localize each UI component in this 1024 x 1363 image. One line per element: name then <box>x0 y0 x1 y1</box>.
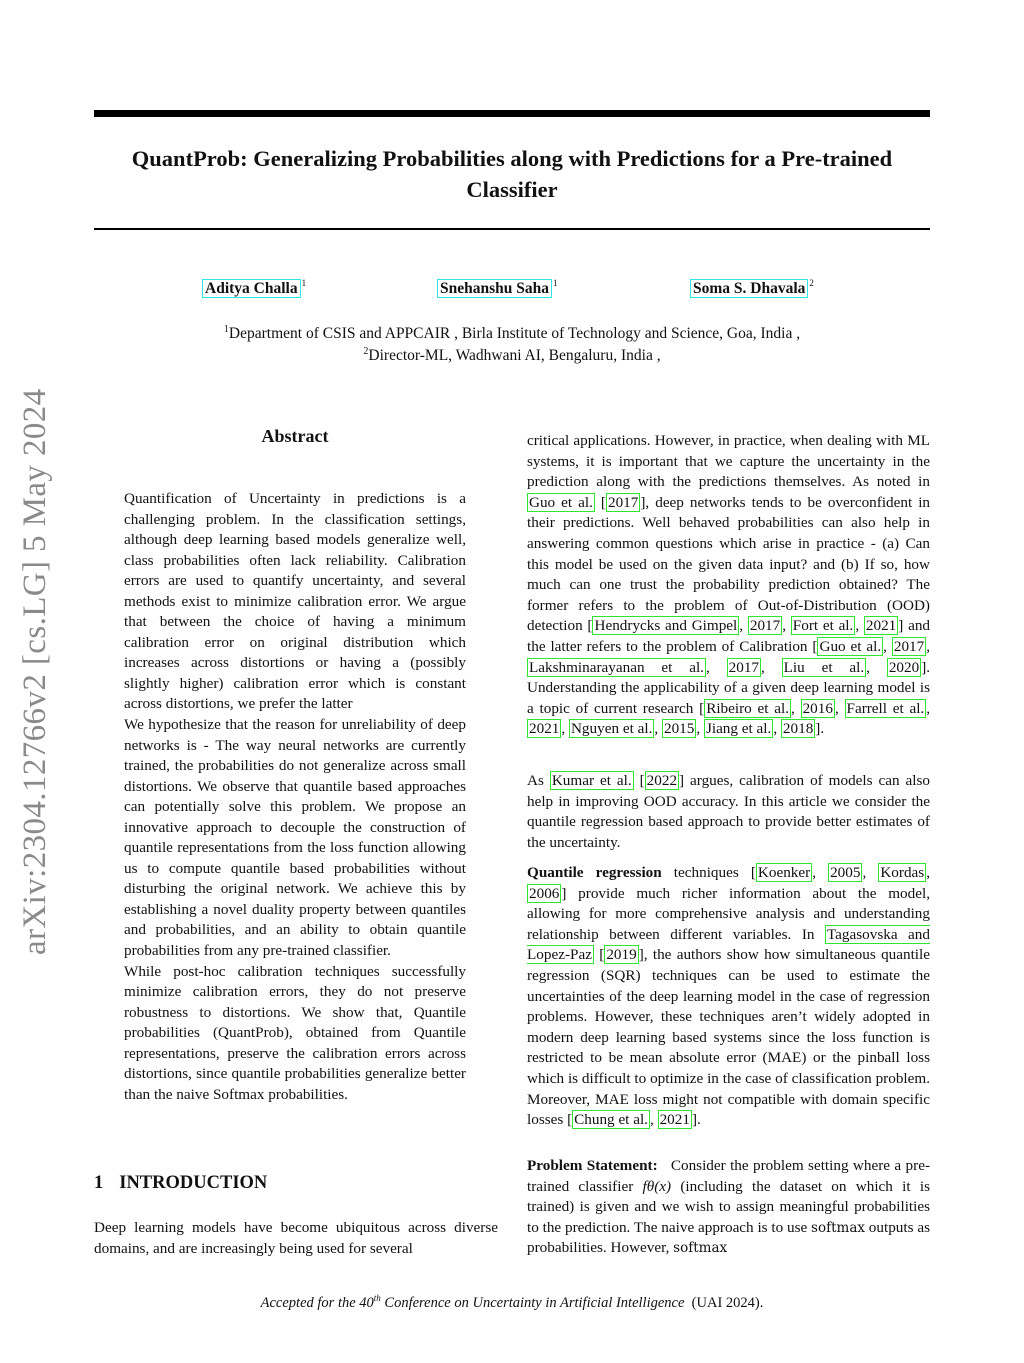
citation-year-link[interactable]: 2018 <box>782 720 814 738</box>
affiliation-number: 1 <box>223 324 229 335</box>
citation-year-link[interactable]: 2021 <box>659 1111 690 1129</box>
affiliation-text: Director-ML, Wadhwani AI, Bengaluru, India , <box>368 347 661 364</box>
author-1 <box>202 278 306 298</box>
author-link-dhavala[interactable]: Soma S. Dhavala <box>690 279 808 298</box>
section-title: INTRODUCTION <box>119 1173 268 1193</box>
abstract-heading: Abstract <box>261 426 329 446</box>
citation-link[interactable]: Farrell et al. <box>846 699 925 717</box>
citation-link[interactable]: Tagasovska and Lopez-Paz <box>527 925 930 964</box>
footer-venue: (UAI 2024). <box>691 1295 764 1311</box>
section-heading-introduction <box>94 1173 267 1194</box>
citation-year-link[interactable]: 2017 <box>893 637 925 655</box>
citation-year-link[interactable]: 2020 <box>888 658 920 676</box>
citation-link[interactable]: Fort et al. <box>792 617 854 635</box>
author-2 <box>437 278 558 298</box>
citation-link[interactable]: Lakshminarayanan et al. <box>529 658 704 676</box>
abstract-paragraph-1: Quantification of Uncertainty in predictions is a challenging problem. In the classification settings, although deep learning based models generalize well, class probabilities often lack reliability. Calibration errors are used to quantify uncertainty, and several methods exist to minimize calibration error. We argue that between the choice of having a minimum calibration error on original distribution which increases across distortions or having a (possibly slightly higher) calibration error which is constant across distortions, we prefer the latter <box>124 490 466 713</box>
title-rule <box>94 228 930 230</box>
citation-year-link[interactable]: 2017 <box>607 493 639 511</box>
column-2-paragraph-2: As Kumar et al. [ 2022 ] argues, calibration of models can also help in improving OOD accuracy. In this article we consider the quantile regression based approach to provide better estimates of the uncertainty. <box>527 772 930 851</box>
citation-link[interactable]: Chung et al. <box>574 1111 648 1129</box>
author-affil-mark: 1 <box>553 278 558 288</box>
citation-year-link[interactable]: 2017 <box>749 617 781 635</box>
abstract-body <box>124 489 466 1105</box>
author-affil-mark: 2 <box>809 278 814 288</box>
math-classifier: fθ(x) <box>642 1177 672 1195</box>
footer-sup: th <box>373 1293 381 1303</box>
citation-year-link[interactable]: 2021 <box>529 720 560 738</box>
top-rule <box>94 110 930 117</box>
section-number: 1 <box>94 1173 104 1193</box>
citation-link[interactable]: Kumar et al. <box>551 772 632 789</box>
affiliation-2 <box>94 341 930 366</box>
author-affil-mark: 1 <box>301 278 307 288</box>
intro-paragraph: Deep learning models have become ubiquitous across diverse domains, and are increasingly being used for several <box>94 1219 498 1257</box>
footer-text: Accepted for the 40 <box>260 1295 374 1311</box>
citation-link[interactable]: Jiang et al. <box>705 720 772 738</box>
citation-link[interactable]: Nguyen et al. <box>570 720 653 738</box>
footer-note <box>94 1293 930 1312</box>
abstract-paragraph-2: We hypothesize that the reason for unreliability of deep networks is - The way neural networks are currently trained, the probabilities do not generalize across small distortions. We observe that quantile based approaches can potentially solve this problem. We propose an innovative approach to decouple the construction of quantile representations from the loss function allowing us to compute quantile based probabilities without disturbing the original network. We achieve this by establishing a novel duality property between quantiles and probabilities, and an ability to obtain quantile probabilities from any pre-trained classifier. <box>124 716 466 960</box>
citation-link[interactable]: Guo et al. <box>529 493 593 511</box>
column-2-paragraph-1: critical applications. However, in practice, when dealing with ML systems, it is important that we capture the uncertainty in the prediction along with the predictions themselves. As noted in Guo et al. [ 2017 ], deep networks tends to be overconfident in their predictions. Well behaved probabilities can also help in answering common questions which arise in practice - (a) Can this model be used on the given data input? and (b) If so, how much can one trust the probability prediction obtained? The former refers to the problem of Out-of-Distribution (OOD) detection [ Hendrycks and Gimpel , 2017 , Fort et al. , 2021 ] and the latter refers to the problem of Calibration [ Guo et al. , 2017 , Lakshminarayanan et al. , 2017 , Liu et al. , 2020 ]. Understanding the applicability of a given deep learning model is a topic of current research [ Ribeiro et al. , 2016 , Farrell et al. , 2021 , Nguyen et al. , 2015 , Jiang et al. , 2018 ]. <box>527 432 931 738</box>
arxiv-identifier: arXiv:2304.12766v2 [cs.LG] 5 May 2024 <box>17 388 53 955</box>
citation-year-link[interactable]: 2005 <box>830 864 861 881</box>
paper-title: QuantProb: Generalizing Probabilities along with Predictions for a Pre-trained Classifier <box>131 146 893 202</box>
citation-link[interactable]: Kordas <box>880 864 925 881</box>
citation-year-link[interactable]: 2017 <box>728 658 759 676</box>
math-softmax: softmax <box>673 1240 728 1257</box>
citation-link[interactable]: Liu et al. <box>783 658 865 676</box>
paragraph-lead: Problem Statement: <box>527 1157 658 1174</box>
citation-link[interactable]: Koenker <box>757 864 811 881</box>
citation-link[interactable]: Ribeiro et al. <box>706 699 789 717</box>
abstract-paragraph-3: While post-hoc calibration techniques successfully minimize calibration errors, they do not preserve robustness to distortions. We show that, Quantile probabilities (QuantProb), obtained from Quantile representations, preserve the calibration errors across distortions, since quantile probabilities generalize better than the naive Softmax probabilities. <box>124 962 466 1103</box>
column-2-paragraph-4: Problem Statement: Consider the problem setting where a pre-trained classifier fθ(x) (including the dataset on which it is trained) is given and we wish to assign meaningful probabilities to the prediction. The naive approach is to use softmax outputs as probabilities. However, softmax <box>527 1157 931 1257</box>
citation-year-link[interactable]: 2016 <box>802 699 833 717</box>
math-softmax: softmax <box>811 1219 865 1236</box>
paragraph-lead: Quantile regression <box>527 864 662 881</box>
author-link-challa[interactable]: Aditya Challa <box>202 279 301 298</box>
citation-year-link[interactable]: 2006 <box>529 884 560 902</box>
citation-year-link[interactable]: 2015 <box>663 720 695 738</box>
author-link-saha[interactable]: Snehanshu Saha <box>437 279 552 298</box>
footer-text: Conference on Uncertainty in Artificial Intelligence <box>380 1295 685 1311</box>
citation-link[interactable]: Hendrycks and Gimpel <box>594 617 738 635</box>
affiliation-number: 2 <box>363 346 369 357</box>
citation-year-link[interactable]: 2021 <box>865 617 897 635</box>
citation-year-link[interactable]: 2022 <box>646 772 678 789</box>
column-2-paragraph-3: Quantile regression techniques [ Koenker , 2005 , Kordas , 2006 ] provide much richer information about the model, allowing for more comprehensive analysis and understanding relationship between different variables. In Tagasovska and Lopez-Paz [ 2019 ], the authors show how simultaneous quantile regression (SQR) techniques can be used to estimate the uncertainties of the deep learning model in the case of regression problems. However, these techniques aren’t widely adopted in modern deep learning based systems since the loss function is restricted to be mean absolute error (MAE) or the pinball loss which is difficult to optimize in the case of classification problem. Moreover, MAE loss might not compatible with domain specific losses [ Chung et al. , 2021 ]. <box>527 864 931 1129</box>
citation-link[interactable]: Guo et al. <box>819 637 882 655</box>
citation-year-link[interactable]: 2019 <box>606 946 637 964</box>
affiliation-text: Department of CSIS and APPCAIR , Birla Institute of Technology and Science, Goa, India , <box>228 325 801 342</box>
author-3 <box>690 278 814 298</box>
